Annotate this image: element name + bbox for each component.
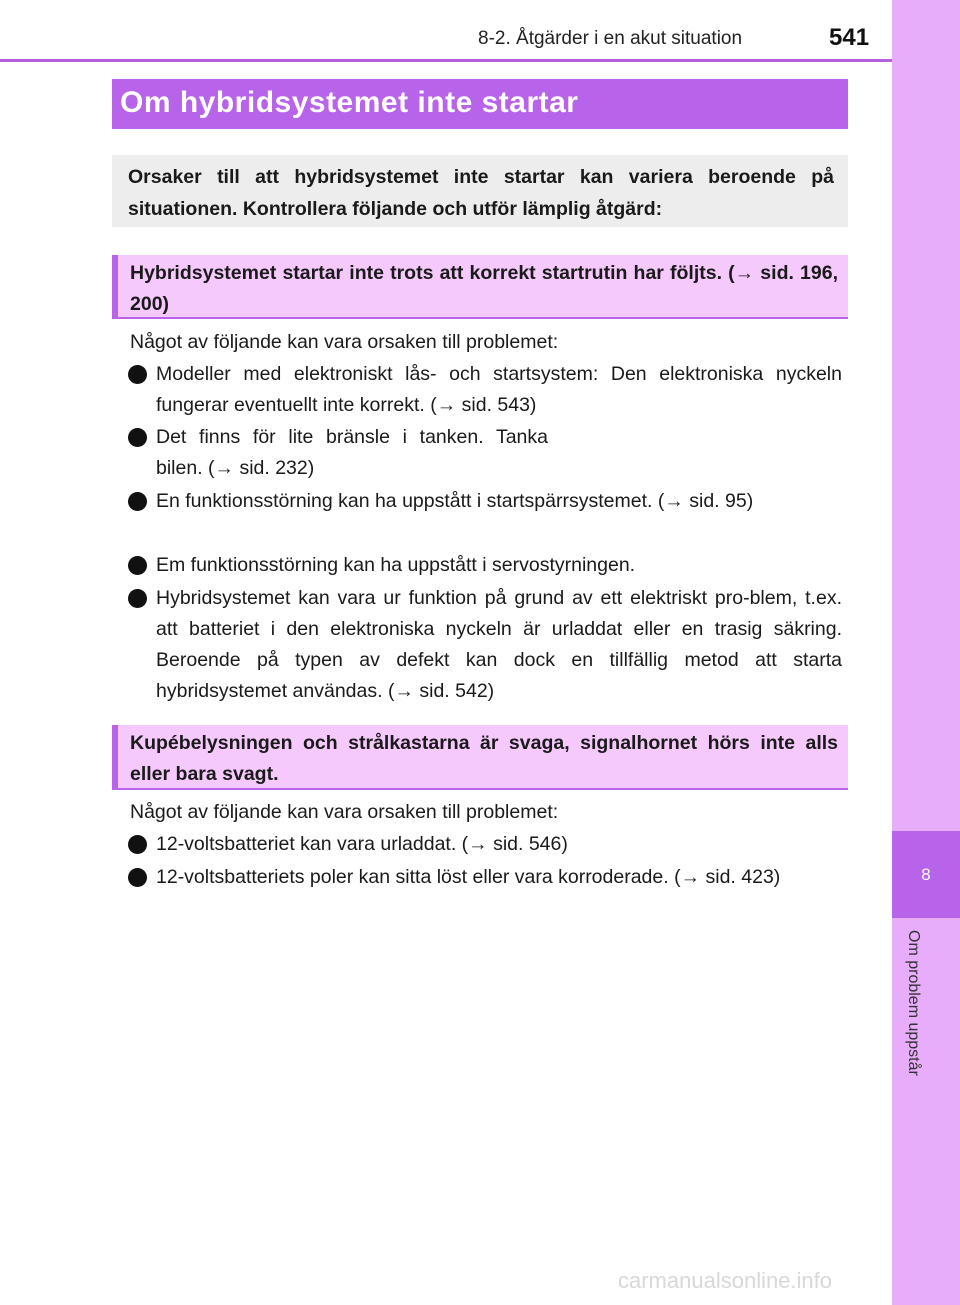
section-heading-2: Kupébelysningen och strålkastarna är svaga, signalhornet hörs inte alls eller bara svagt.: [112, 725, 848, 790]
intro-box: Orsaker till att hybridsystemet inte startar kan variera beroende på situationen. Kontrollera följande och utför lämplig åtgärd:: [112, 155, 848, 227]
list-item-text: 12-voltsbatteriet kan vara urladdat. (→ sid. 546): [156, 833, 568, 855]
list-item: [128, 422, 548, 484]
list-item-text: Modeller med elektroniskt lås- och startsystem: Den elektroniska nyckeln fungerar eventuellt inte korrekt. (→ sid. 543): [156, 363, 842, 416]
list-item: [128, 829, 842, 860]
bullet-icon: [128, 835, 147, 854]
list-item-text: Hybridsystemet kan vara ur funktion på grund av ett elektriskt pro-blem, t.ex. att batteriet i den elektroniska nyckeln är urladdat eller en trasig säkring. Beroende på typen av defekt kan dock en tillfällig metod att starta hybridsystemet användas. (→ sid. 542): [156, 587, 842, 702]
page-number: 541: [829, 24, 870, 51]
list-item-text: 12-voltsbatteriets poler kan sitta löst eller vara korroderade. (→ sid. 423): [156, 866, 781, 888]
section-lead-2: Något av följande kan vara orsaken till problemet:: [130, 801, 559, 823]
section-lead-1: Något av följande kan vara orsaken till problemet:: [130, 331, 559, 353]
list-item: [128, 550, 842, 581]
watermark: carmanualsonline.info: [618, 1268, 833, 1293]
running-header: 8-2. Åtgärder i en akut situation: [478, 28, 743, 49]
side-tab-upper: [892, 0, 960, 831]
list-item: [128, 359, 842, 421]
chapter-number: 8: [921, 864, 931, 884]
list-item-text: Em funktionsstörning kan ha uppstått i servostyrningen.: [156, 554, 636, 576]
list-item: [128, 862, 788, 893]
bullet-icon: [128, 492, 147, 511]
chapter-label: Om problem uppstår: [905, 930, 922, 1076]
section-heading-1: Hybridsystemet startar inte trots att korrekt startrutin har följts. (→ sid. 196, 200): [112, 255, 848, 319]
chapter-tab: [892, 831, 960, 918]
bullet-icon: [128, 556, 147, 575]
list-item-text: Det finns för lite bränsle i tanken. Tanka bilen. (→ sid. 232): [156, 426, 548, 479]
list-item-text: En funktionsstörning kan ha uppstått i startspärrsystemet. (→ sid. 95): [156, 490, 754, 512]
bullet-icon: [128, 365, 147, 384]
page-title: Om hybridsystemet inte startar: [112, 79, 848, 129]
bullet-icon: [128, 428, 147, 447]
list-item: [128, 486, 768, 517]
list-item: [128, 583, 842, 707]
bullet-icon: [128, 868, 147, 887]
header-divider: [0, 59, 892, 62]
bullet-icon: [128, 589, 147, 608]
